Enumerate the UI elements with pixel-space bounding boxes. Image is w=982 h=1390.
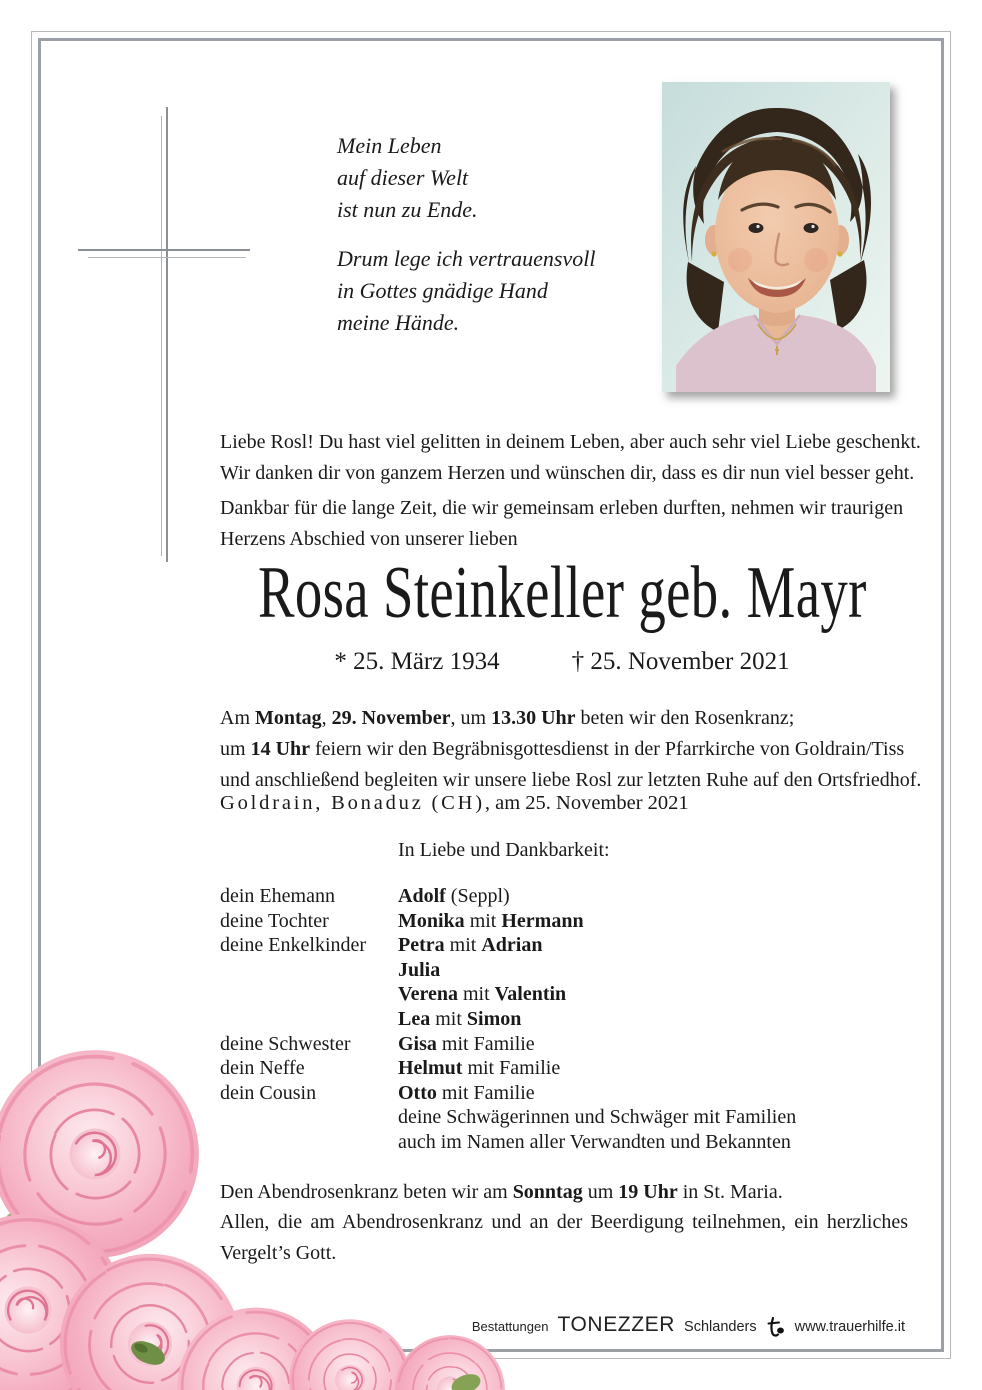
funeral-home-city: Schlanders xyxy=(684,1319,757,1335)
portrait-photo xyxy=(662,82,890,392)
trauerhilfe-url[interactable]: www.trauerhilfe.it xyxy=(794,1319,905,1335)
family-names: Julia xyxy=(398,958,441,981)
cross-vertical-line xyxy=(166,107,168,562)
family-row xyxy=(220,909,796,934)
family-relation: dein Ehemann xyxy=(220,885,335,907)
funeral-home-brand: TONEZZER xyxy=(557,1313,676,1336)
place-names: Goldrain, Bonaduz (CH) xyxy=(220,792,485,814)
family-names: Otto mit Familie xyxy=(398,1081,535,1104)
family-relation: deine Tochter xyxy=(220,909,329,932)
family-relation xyxy=(220,958,398,983)
closing-line: In Liebe und Dankbarkeit: xyxy=(398,839,610,861)
family-names: auch im Namen aller Verwandten und Bekannten xyxy=(398,1130,791,1153)
cross-horizontal-echo-line xyxy=(88,257,246,258)
family-relation: deine Schwester xyxy=(220,1032,351,1055)
poem-stanza-2: Drum lege ich vertrauensvoll in Gottes gnädige Hand meine Hände. xyxy=(337,246,596,335)
funeral-announcement: Am Montag, 29. November, um 13.30 Uhr beten wir den Rosenkranz; um 14 Uhr feiern wir den Begräbnisgottesdienst in der Pfarrkirche von Goldrain/Tiss und anschließend begleiten wir unsere liebe Rosl zur letzten Ruhe auf den Ortsfriedhof. xyxy=(220,707,922,791)
family-relation xyxy=(220,982,398,1007)
family-row xyxy=(220,884,796,909)
family-names: Lea mit Simon xyxy=(398,1007,522,1030)
cross-horizontal-line xyxy=(78,249,250,251)
life-dates xyxy=(212,648,912,676)
family-relation: dein Neffe xyxy=(220,1057,305,1080)
family-names: Adolf (Seppl) xyxy=(398,885,510,907)
birth-date: * 25. März 1934 xyxy=(334,648,500,675)
trauerhilfe-logo-icon xyxy=(766,1317,786,1337)
family-names: Gisa mit Familie xyxy=(398,1032,535,1055)
memorial-poem xyxy=(337,130,595,339)
farewell-paragraph: Dankbar für die lange Zeit, die wir gemeinsam erleben durften, nehmen wir traurigen Herzens Abschied von unserer lieben xyxy=(220,497,904,550)
family-row xyxy=(220,933,796,958)
death-date: † 25. November 2021 xyxy=(571,648,790,675)
family-names: Petra mit Adrian xyxy=(398,934,543,957)
roses-decoration xyxy=(0,1012,510,1390)
family-names: Helmut mit Familie xyxy=(398,1057,561,1080)
funeral-home-prefix: Bestattungen xyxy=(471,1319,549,1334)
family-names: deine Schwägerinnen und Schwäger mit Familien xyxy=(398,1106,797,1129)
poem-stanza-1: Mein Leben auf dieser Welt ist nun zu Ende. xyxy=(337,133,478,222)
family-row xyxy=(220,958,796,983)
evening-rosary-paragraph: Den Abendrosenkranz beten wir am Sonntag um 19 Uhr in St. Maria. xyxy=(220,1181,783,1203)
place-date-line xyxy=(220,792,689,815)
family-relation: deine Enkelkinder xyxy=(220,934,367,957)
funeral-home-footer xyxy=(472,1313,905,1337)
thanks-paragraph: Allen, die am Abendrosenkranz und an der Beerdigung teilnehmen, ein herzliches Vergelt’s Gott. xyxy=(220,1211,908,1264)
family-row xyxy=(220,982,796,1007)
deceased-name: Rosa Steinkeller geb. Mayr xyxy=(257,552,867,634)
family-names: Monika mit Hermann xyxy=(398,909,584,932)
condolence-paragraph: Liebe Rosl! Du hast viel gelitten in deinem Leben, aber auch sehr viel Liebe geschenkt. Wir danken dir von ganzem Herzen und wünschen dir, dass es dir nun viel besser geht. xyxy=(220,431,921,484)
date-suffix: , am 25. November 2021 xyxy=(484,792,689,814)
cross-vertical-echo-line xyxy=(161,116,162,556)
family-relation: dein Cousin xyxy=(220,1081,317,1104)
family-names: Verena mit Valentin xyxy=(398,983,567,1006)
